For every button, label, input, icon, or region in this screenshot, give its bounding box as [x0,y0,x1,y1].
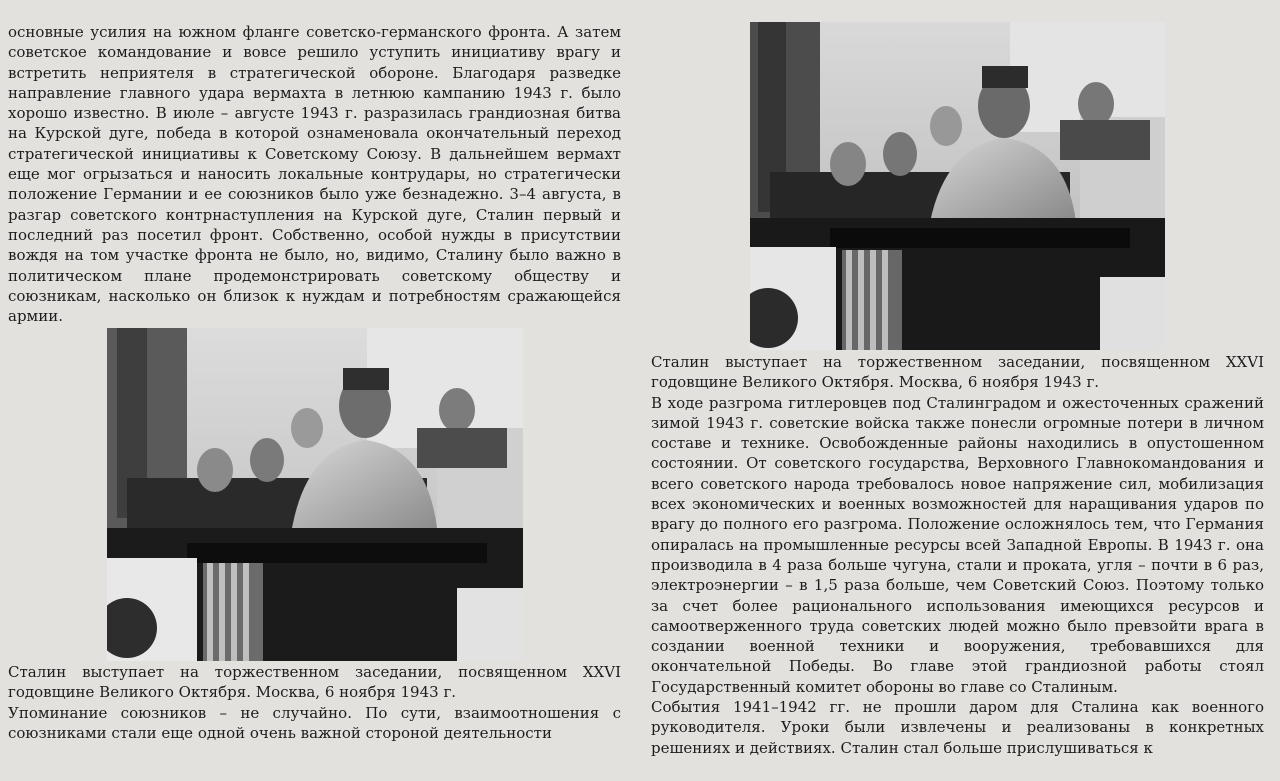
left-lower-block [8,662,621,743]
photo-stalin-speech-right [750,22,1165,350]
left-photo-caption: Сталин выступает на торжественном заседании, посвященном XXVI годовщине Великого Октября. Москва, 6 ноября 1943 г. [8,663,621,702]
right-column [651,352,1264,758]
photo-stalin-speech-left [107,328,523,661]
left-paragraph-2: Упоминание союзников – не случайно. По сути, взаимоотношения с союзниками стали еще одной очень важной стороной деятельности [8,703,621,742]
right-paragraph-2: События 1941–1942 гг. не прошли даром для Сталина как военного руководителя. Уроки были извлечены и реализованы в конкретных решениях и действиях. Сталин стал больше прислушиваться к [651,698,1264,757]
left-column [8,22,621,326]
photo-image [107,328,523,661]
photo-image [750,22,1165,350]
left-paragraph-1: основные усилия на южном фланге советско-германского фронта. А затем советское командование и вовсе решило уступить инициативу врагу и встретить неприятеля в стратегической обороне. Благодаря разведке направление главного удара вермахта в летнюю кампанию 1943 г. было хорошо известно. В июле – августе 1943 г. разразилась грандиозная битва на Курской дуге, победа в которой ознаменовала окончательный переход стратегической инициативы к Советскому Союзу. В дальнейшем вермахт еще мог огрызаться и наносить локальные контрудары, но стратегически положение Германии и ее союзников было уже безнадежно. 3–4 августа, в разгар советского контрнаступления на Курской дуге, Сталин первый и последний раз посетил фронт. Собственно, особой нужды в присутствии вождя на том участке фронта не было, но, видимо, Сталину было важно в политическом плане продемонстрировать советскому обществу и союзникам, насколько он близок к нуждам и потребностям сражающейся армии. [8,23,621,326]
right-paragraph-1: В ходе разгрома гитлеровцев под Сталинградом и ожесточенных сражений зимой 1943 г. советские войска также понесли огромные потери в личном составе и технике. Освобожденные районы находились в опустошенном состоянии. От советского государства, Верховного Главнокомандования и всего советского народа требовалось новое напряжение сил, мобилизация всех экономических и военных возможностей для наращивания ударов по врагу до полного его разгрома. Положение осложнялось тем, что Германия опиралась на промышленные ресурсы всей Западной Европы. В 1943 г. она производила в 4 раза больше чугуна, стали и проката, угля – почти в 6 раз, электроэнергии – в 1,5 раза больше, чем Советский Союз. Поэтому только за счет более рационального использования имеющихся ресурсов и самоотверженного труда советских людей можно было превзойти врага в создании военной техники и вооружения, требовавшихся для окончательной Победы. Во главе этой грандиозной работы стоял Государственный комитет обороны во главе со Сталиным. [651,393,1264,696]
right-photo-caption: Сталин выступает на торжественном заседании, посвященном XXVI годовщине Великого Октября. Москва, 6 ноября 1943 г. [651,353,1264,392]
